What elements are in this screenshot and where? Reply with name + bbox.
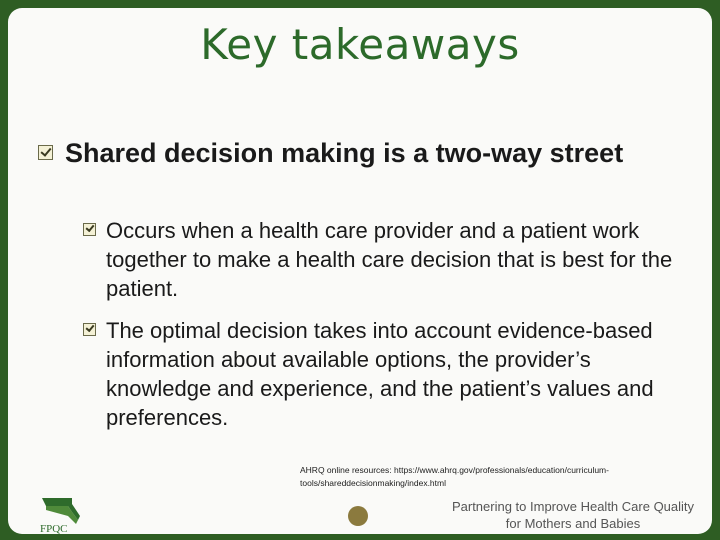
sub-bullet (83, 316, 683, 432)
bullet-text: Shared decision making is a two-way street (65, 138, 624, 168)
accent-dot (348, 506, 368, 526)
slide (8, 8, 712, 534)
footer-tagline (448, 498, 698, 532)
sub-bullet-text: Occurs when a health care provider and a patient work together to make a health care decision that is best for the patient. (106, 218, 673, 301)
slide-title: Key takeaways (200, 20, 520, 69)
checkbox-bullet-icon (38, 145, 53, 160)
sub-bullet (83, 216, 683, 303)
sub-bullet-text: The optimal decision takes into account evidence-based information about available options, the provider’s knowledge and experience, and the patient’s values and preferences. (106, 318, 654, 430)
bullet-level1 (38, 136, 678, 170)
tagline-line2: for Mothers and Babies (505, 516, 641, 531)
checkbox-bullet-icon (83, 223, 96, 236)
tagline-line1: Partnering to Improve Health Care Quality (451, 499, 695, 514)
fpqc-logo-icon (38, 494, 90, 534)
checkbox-bullet-icon (83, 323, 96, 336)
svg-text:FPQC: FPQC (40, 523, 68, 534)
citation: AHRQ online resources: https://www.ahrq.gov/professionals/education/curriculum-tools/shareddecisionmaking/index.html (300, 465, 609, 488)
